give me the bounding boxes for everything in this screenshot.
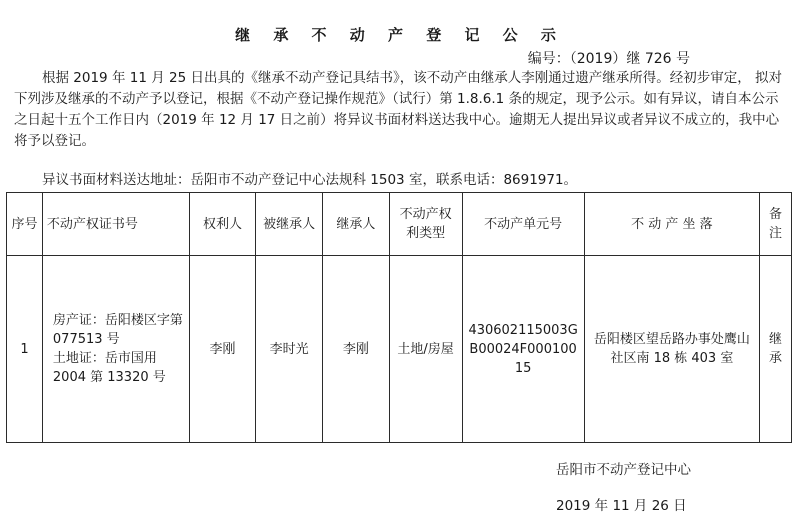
cell-holder: 李刚 xyxy=(189,256,256,443)
cell-right-type: 土地/房屋 xyxy=(389,256,462,443)
cell-unit-no: 430602115003GB00024F00010015 xyxy=(462,256,584,443)
cell-decedent: 李时光 xyxy=(256,256,323,443)
header-note: 备注 xyxy=(760,193,792,256)
cert-house: 房产证：岳阳楼区字第 077513 号 xyxy=(52,313,183,347)
table-header-row xyxy=(7,193,792,256)
issuer-signature: 岳阳市不动产登记中心 xyxy=(556,462,691,478)
cell-location: 岳阳楼区望岳路办事处鹰山社区南 18 栋 403 室 xyxy=(584,256,759,443)
notice-paragraph-main: 根据 2019 年 11 月 25 日出具的《继承不动产登记具结书》，该不动产由继承人李刚通过遗产继承所得。经初步审定， 拟对下列涉及继承的不动产予以登记，根据《不动产登记操作规范》（试行）第 1.8.6.1 条的规定，现予公示。如有异议，请自本公示之日起十五个工作日内（2019 年 12 月 17 日之前）将异议书面材料送达我中心。逾期无人提出异议或者异议不成立的，我中心将予以登记。 xyxy=(14,70,783,149)
header-location: 不 动 产 坐 落 xyxy=(584,193,759,256)
cell-note: 继承 xyxy=(760,256,792,443)
cell-cert xyxy=(42,256,189,443)
header-heir: 继承人 xyxy=(323,193,390,256)
header-right-type: 不动产权利类型 xyxy=(389,193,462,256)
header-no: 序号 xyxy=(7,193,43,256)
table-row xyxy=(7,256,792,443)
header-holder: 权利人 xyxy=(189,193,256,256)
cert-land: 土地证：岳市国用 2004 第 13320 号 xyxy=(52,351,166,385)
document-number: 编号：（2019）继 726 号 xyxy=(527,51,690,67)
header-cert: 不动产权证书号 xyxy=(42,193,189,256)
issue-date: 2019 年 11 月 26 日 xyxy=(556,498,687,514)
header-decedent: 被继承人 xyxy=(256,193,323,256)
cell-heir: 李刚 xyxy=(323,256,390,443)
objection-address-paragraph: 异议书面材料送达地址：岳阳市不动产登记中心法规科 1503 室，联系电话：8691971。 xyxy=(42,172,578,188)
header-unit-no: 不动产单元号 xyxy=(462,193,584,256)
notice-title: 继 承 不 动 产 登 记 公 示 xyxy=(235,26,565,44)
cell-no: 1 xyxy=(7,256,43,443)
property-table xyxy=(6,192,792,443)
